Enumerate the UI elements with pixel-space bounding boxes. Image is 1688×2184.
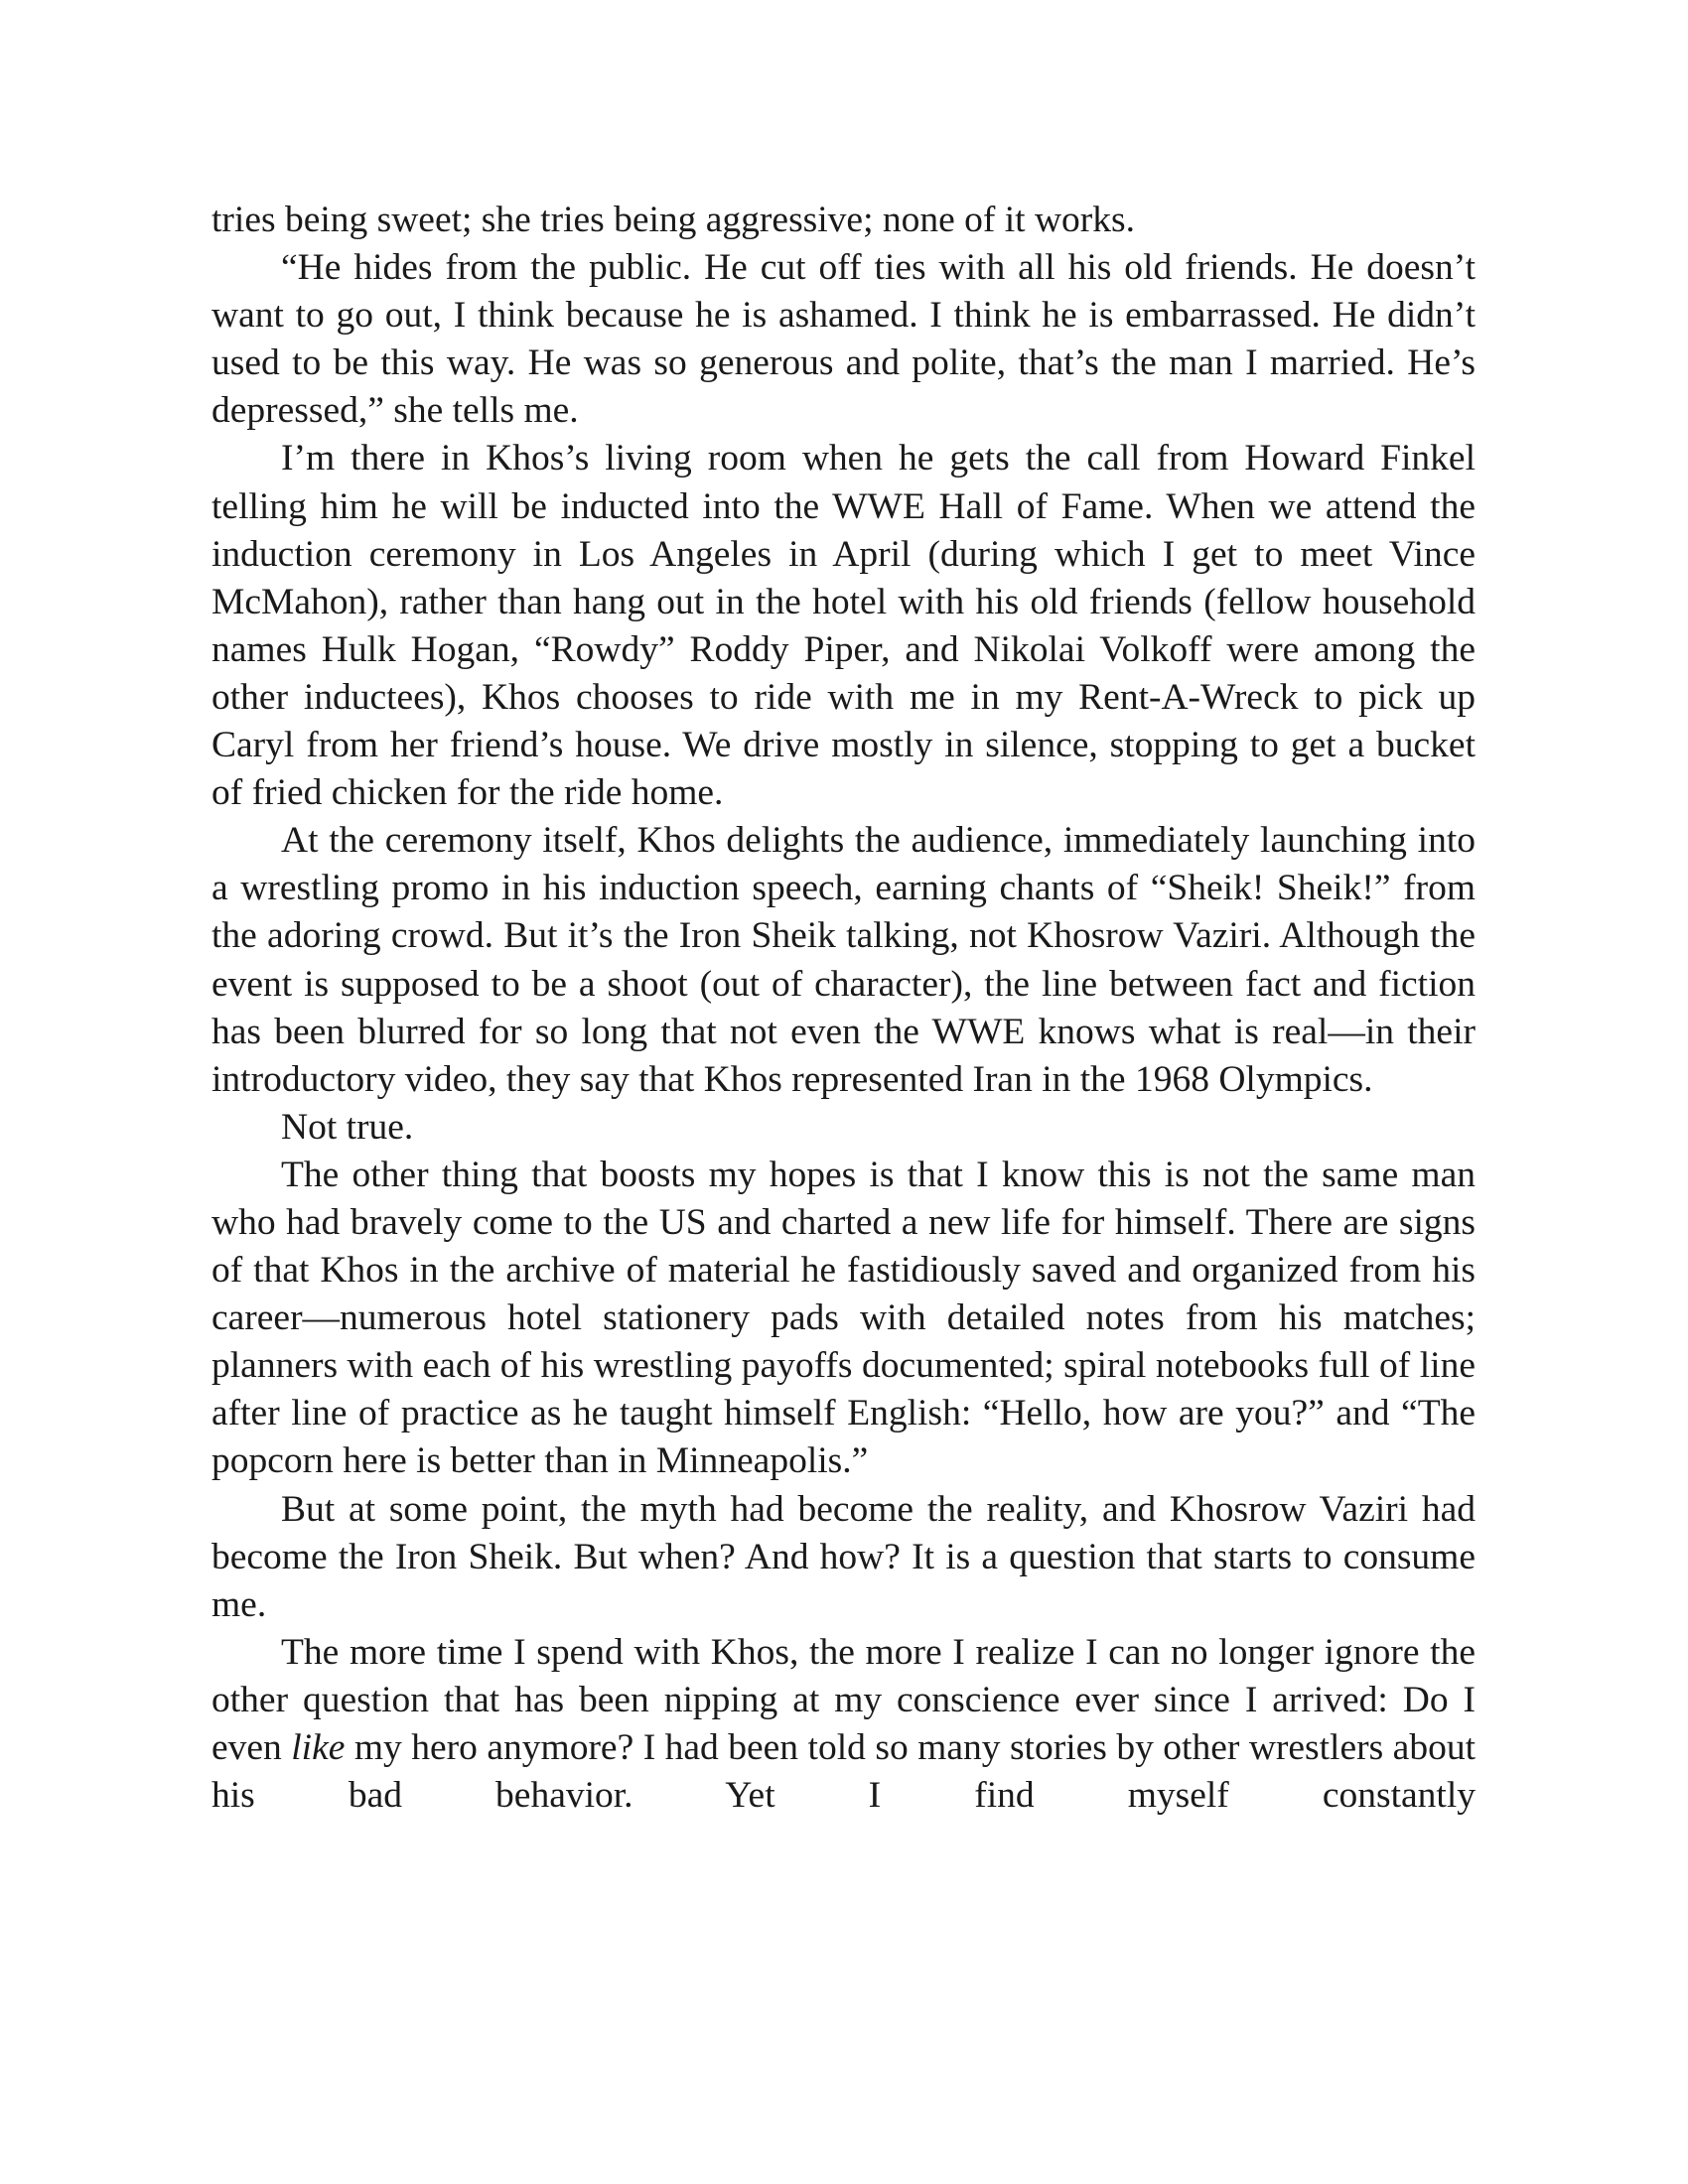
paragraph: Not true. [281, 1106, 414, 1148]
paragraph-text-before: The more time I spend with Khos, the more I realize I can no longer ignore the other question that has been nipping at my conscience ever since I arrived: Do I even [211, 1631, 1476, 1768]
book-page-body [211, 197, 1476, 1820]
paragraph-last [211, 1629, 1476, 1820]
paragraph: But at some point, the myth had become the reality, and Khosrow Vaziri had become the Iron Sheik. But when? And how? It is a question that starts to consume me. [211, 1488, 1476, 1625]
paragraph: I’m there in Khos’s living room when he gets the call from Howard Finkel telling him he will be inducted into the WWE Hall of Fame. When we attend the induction ceremony in Los Angeles in April (during which I get to meet Vince McMahon), rather than hang out in the hotel with his old friends (fellow household names Hulk Hogan, “Rowdy” Roddy Piper, and Nikolai Volkoff were among the other inductees), Khos chooses to ride with me in my Rent-A-Wreck to pick up Caryl from her friend’s house. We drive mostly in silence, stopping to get a bucket of fried chicken for the ride home. [211, 438, 1476, 814]
paragraph: At the ceremony itself, Khos delights the audience, immediately launching into a wrestling promo in his induction speech, earning chants of “Sheik! Sheik!” from the adoring crowd. But it’s the Iron Sheik talking, not Khosrow Vaziri. Although the event is supposed to be a shoot (out of character), the line between fact and fiction has been blurred for so long that not even the WWE knows what is real—in their introductory video, they say that Khos represented Iran in the 1968 Olympics. [211, 820, 1476, 1100]
emphasis-text: like [291, 1727, 346, 1768]
paragraph: “He hides from the public. He cut off ties with all his old friends. He doesn’t want to go out, I think because he is ashamed. I think he is embarrassed. He didn’t used to be this way. He was so generous and polite, that’s the man I married. He’s depressed,” she tells me. [211, 247, 1476, 432]
paragraph-text-after: my hero anymore? I had been told so many stories by other wrestlers about his bad behavior. Yet I find myself constantly [211, 1727, 1476, 1817]
paragraph-continued: tries being sweet; she tries being aggressive; none of it works. [211, 200, 1135, 240]
paragraph: The other thing that boosts my hopes is that I know this is not the same man who had bravely come to the US and charted a new life for himself. There are signs of that Khos in the archive of material he fastidiously saved and organized from his career—numerous hotel stationery pads with detailed notes from his matches; planners with each of his wrestling payoffs documented; spiral notebooks full of line after line of practice as he taught himself English: “Hello, how are you?” and “The popcorn here is better than in Minneapolis.” [211, 1154, 1476, 1482]
